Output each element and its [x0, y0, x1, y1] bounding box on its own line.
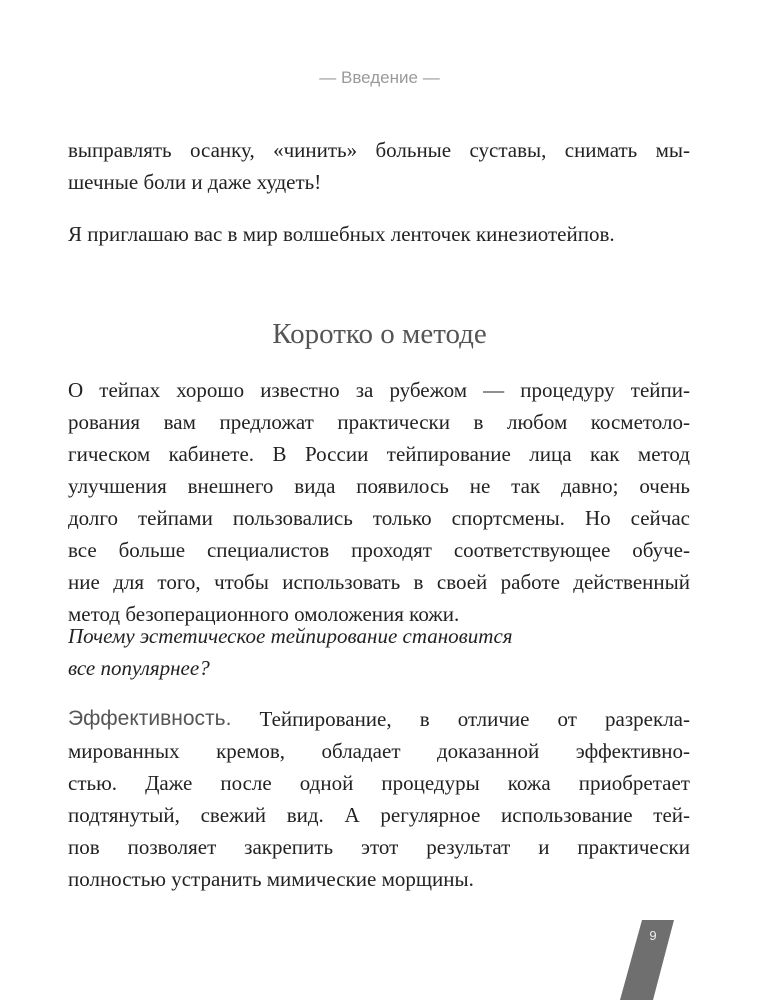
- para-line: пов позволяет закрепить этот результат и практически: [68, 835, 690, 859]
- para-line: рования вам предложат практически в любом косметоло-: [68, 410, 690, 434]
- para-line: метод безоперационного омоложения кожи.: [68, 602, 460, 626]
- para-line: О тейпах хорошо известно за рубежом — процедуру тейпи-: [68, 378, 690, 402]
- question-line: Почему эстетическое тейпирование становится: [68, 624, 513, 648]
- para-line: улучшения внешнего вида появилось не так давно; очень: [68, 474, 690, 498]
- para-line: гическом кабинете. В России тейпирование лица как метод: [68, 442, 690, 466]
- para-line: полностью устранить мимические морщины.: [68, 867, 474, 891]
- para-line: все больше специалистов проходят соответствующее обуче-: [68, 538, 690, 562]
- para-line: долго тейпами пользовались только спортсмены. Но сейчас: [68, 506, 690, 530]
- page-number: 9: [649, 928, 657, 943]
- para-line: стью. Даже после одной процедуры кожа приобретает: [68, 771, 690, 795]
- question-line: все популярнее?: [68, 656, 210, 680]
- para-text: Тейпирование, в отличие от разрекла-: [231, 707, 690, 731]
- intro-line: выправлять осанку, «чинить» больные суставы, снимать мы-: [68, 138, 690, 162]
- para-line: мированных кремов, обладает доказанной эффективно-: [68, 739, 690, 763]
- para-line: ние для того, чтобы использовать в своей работе действенный: [68, 570, 690, 594]
- para-line: [68, 703, 690, 735]
- section-heading: Коротко о методе: [272, 318, 487, 350]
- para-line: подтянутый, свежий вид. А регулярное использование тей-: [68, 803, 690, 827]
- invite-text: Я приглашаю вас в мир волшебных ленточек кинезиотейпов.: [68, 222, 615, 246]
- running-header: — Введение —: [319, 68, 440, 87]
- intro-line: шечные боли и даже худеть!: [68, 170, 322, 194]
- lead-term: Эффективность.: [68, 707, 232, 730]
